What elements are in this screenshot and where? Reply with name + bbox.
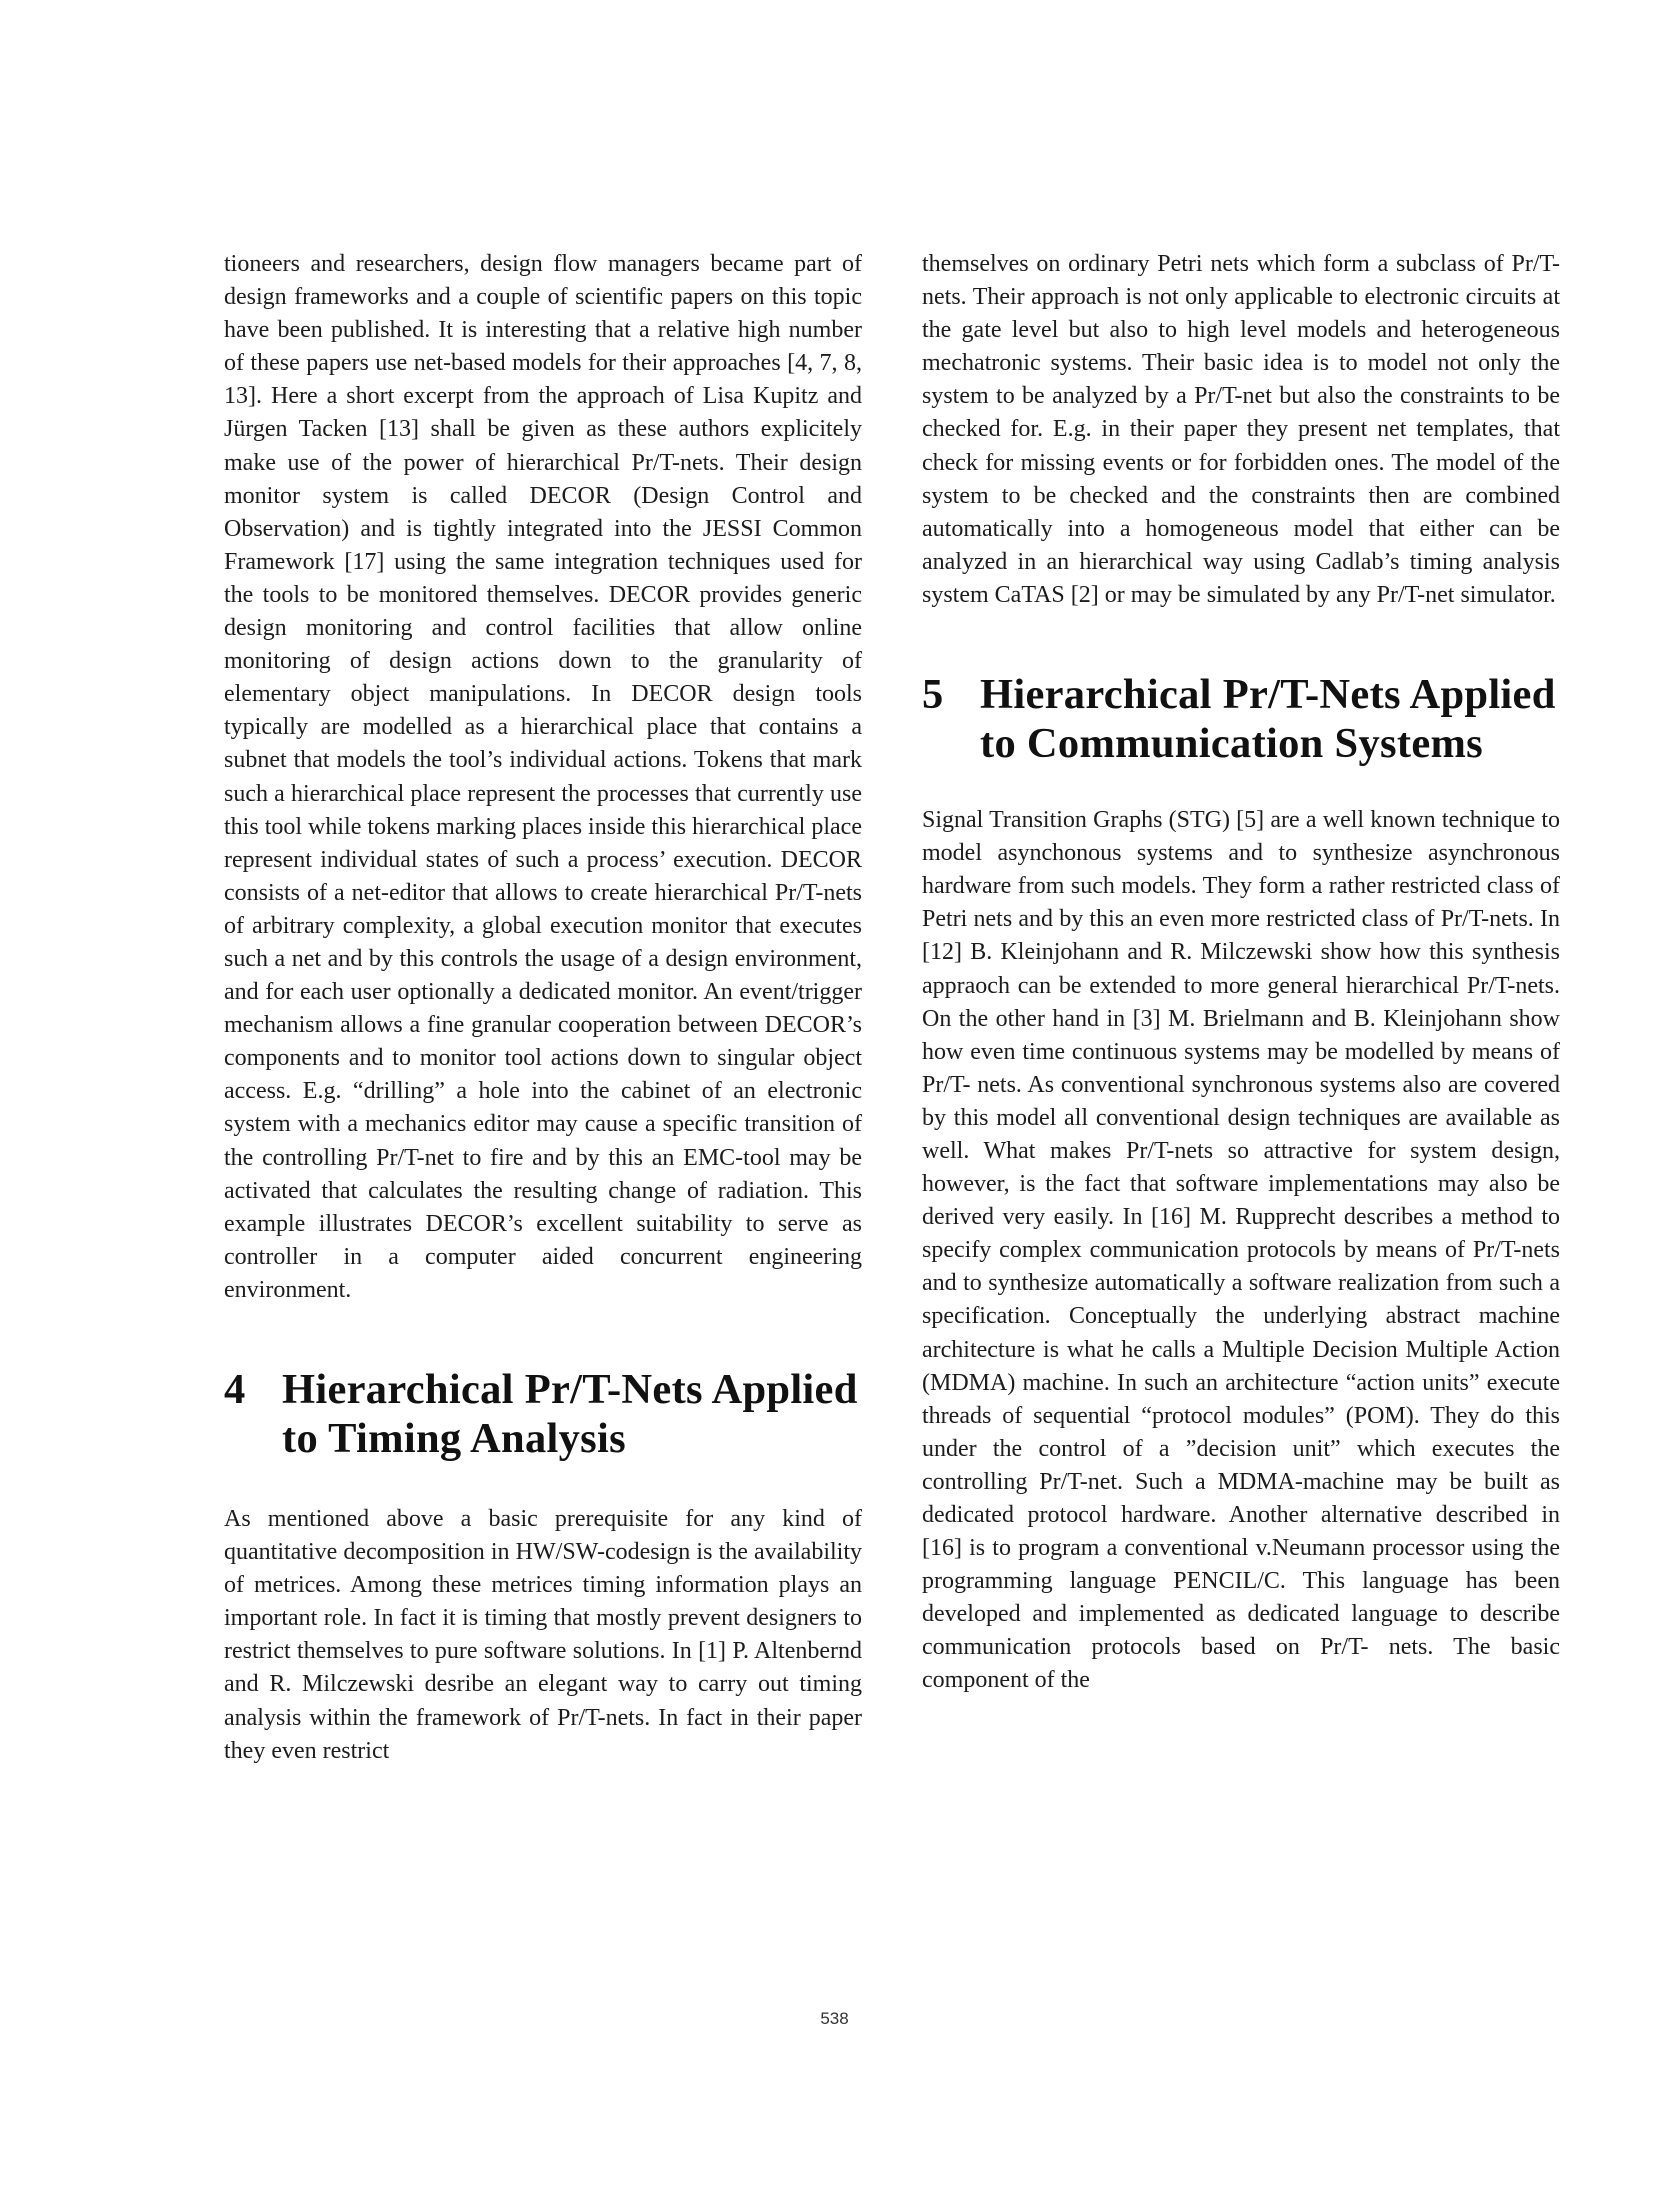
- section-4-title: Hierarchical Pr/T-Nets Applied to Timing Analysis: [282, 1366, 858, 1462]
- left-column: [224, 248, 862, 1768]
- section-4-paragraph: As mentioned above a basic prerequisite for any kind of quantitative decomposition in HW/SW-codesign is the availability of metrices. Among these metrices timing information plays an important role. In fact it is timing that mostly prevent designers to restrict themselves to pure software solutions. In [1] P. Altenbernd and R. Milczewski desribe an elegant way to carry out timing analysis within the framework of Pr/T-nets. In fact in their paper they even restrict: [224, 1506, 862, 1764]
- section-5-number: 5: [922, 671, 944, 719]
- page-number: 538: [820, 2009, 849, 2028]
- section-4-number: 4: [224, 1366, 246, 1413]
- right-intro-paragraph: themselves on ordinary Petri nets which form a subclass of Pr/T- nets. Their approach is not only applicable to electronic circuits at the gate level but also to high level models and heterogeneous mechatronic systems. Their basic idea is to model not only the system to be analyzed by a Pr/T-net but also the constraints to be checked for. E.g. in their paper they present net templates, that check for missing events or for forbidden ones. The model of the system to be checked and the constraints then are combined automatically into a homogeneous model that either can be analyzed in an hierarchical way using Cadlab’s timing analysis system CaTAS [2] or may be simulated by any Pr/T-net simulator.: [922, 251, 1560, 608]
- right-column: [922, 248, 1560, 1698]
- section-5-heading: [922, 670, 1560, 768]
- section-4-heading: [224, 1365, 862, 1463]
- left-intro-paragraph: tioneers and researchers, design flow managers became part of design frameworks and a couple of scientific papers on this topic have been published. It is interesting that a relative high number of these papers use net-based models for their approaches [4, 7, 8, 13]. Here a short excerpt from the approach of Lisa Kupitz and Jürgen Tacken [13] shall be given as these authors explicitely make use of the power of hierarchical Pr/T-nets. Their design monitor system is called DECOR (Design Control and Observation) and is tightly integrated into the JESSI Common Framework [17] using the same integration techniques used for the tools to be monitored themselves. DECOR provides generic design monitoring and control facilities that allow online monitoring of design actions down to the granularity of elementary object manipulations. In DECOR design tools typically are modelled as a hierarchical place that contains a subnet that models the tool’s individual actions. Tokens that mark such a hierarchical place represent the processes that currently use this tool while tokens marking places inside this hierarchical place represent individual states of such a process’ execution. DECOR consists of a net-editor that allows to create hierarchical Pr/T-nets of arbitrary complexity, a global execution monitor that executes such a net and by this controls the usage of a design environment, and for each user optionally a dedicated monitor. An event/trigger mechanism allows a fine granular cooperation between DECOR’s components and to monitor tool actions down to singular object access. E.g. “drilling” a hole into the cabinet of an electronic system with a mechanics editor may cause a specific transition of the controlling Pr/T-net to fire and by this an EMC-tool may be activated that calculates the resulting change of radiation. This example illustrates DECOR’s excellent suitability to serve as controller in a computer aided concurrent engineering environment.: [224, 251, 862, 1303]
- section-5-paragraph: Signal Transition Graphs (STG) [5] are a well known technique to model asynchonous systems and to synthesize asynchronous hardware from such models. They form a rather restricted class of Petri nets and by this an even more restricted class of Pr/T-nets. In [12] B. Kleinjohann and R. Milczewski show how this synthesis appraoch can be extended to more general hierarchical Pr/T-nets. On the other hand in [3] M. Brielmann and B. Kleinjohann show how even time continuous systems may be modelled by means of Pr/T- nets. As conventional synchronous systems also are covered by this model all conventional design techniques are available as well. What makes Pr/T-nets so attractive for system design, however, is the fact that software implementations may also be derived very easily. In [16] M. Rupprecht describes a method to specify complex communication protocols by means of Pr/T-nets and to synthesize automatically a software realization from such a specification. Conceptually the underlying abstract machine architecture is what he calls a Multiple Decision Multiple Action (MDMA) machine. In such an architecture “action units” execute threads of sequential “protocol modules” (POM). They do this under the control of a ”decision unit” which executes the controlling Pr/T-net. Such a MDMA-machine may be built as dedicated protocol hardware. Another alternative described in [16] is to program a conventional v.Neumann processor using the programming language PENCIL/C. This language has been developed and implemented as dedicated language to describe communication protocols based on Pr/T- nets. The basic component of the: [922, 807, 1560, 1694]
- section-5-title: Hierarchical Pr/T-Nets Applied to Communication Systems: [980, 671, 1556, 768]
